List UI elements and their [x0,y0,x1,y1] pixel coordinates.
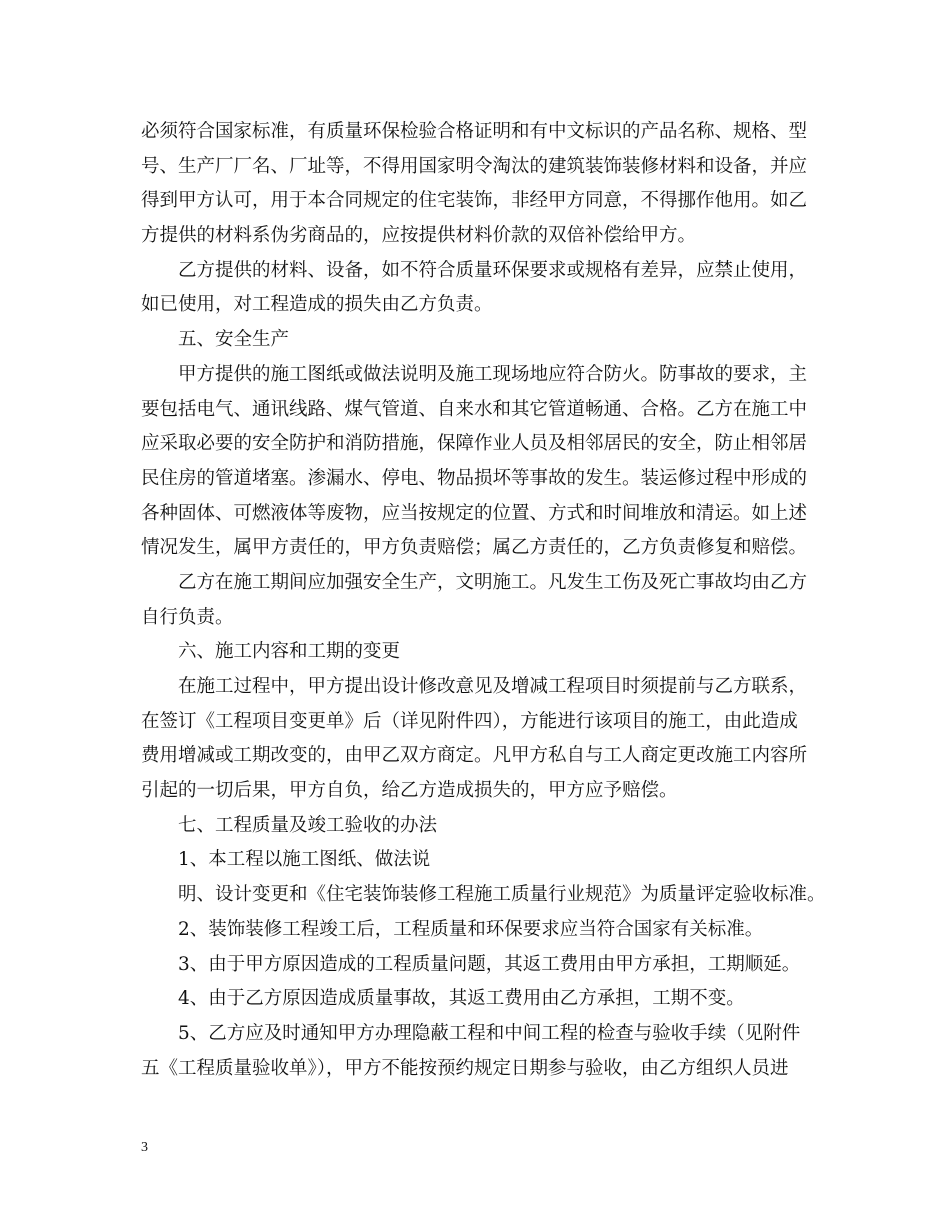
text-line: 在签订《工程项目变更单》后（详见附件四），方能进行该项目的施工，由此造成 [141,710,798,732]
text-line: 各种固体、可燃液体等废物，应当按规定的位置、方式和时间堆放和清运。如上述 [141,502,808,524]
text-line: 情况发生，属甲方责任的，甲方负责赔偿；属乙方责任的，乙方负责修复和赔偿。 [141,537,808,559]
text-line: 民住房的管道堵塞。渗漏水、停电、物品损坏等事故的发生。装运修过程中形成的 [141,467,808,489]
text-line: 5、乙方应及时通知甲方办理隐蔽工程和中间工程的检查与验收手续（见附件 [178,1022,801,1044]
page-number: 3 [141,1140,148,1155]
text-line: 4、由于乙方原因造成质量事故，其返工费用由乙方承担，工期不变。 [178,988,745,1010]
document-body [141,115,831,1086]
text-line: 得到甲方认可，用于本合同规定的住宅装饰，非经甲方同意，不得挪作他用。如乙 [141,190,808,212]
text-line: 乙方提供的材料、设备，如不符合质量环保要求或规格有差异，应禁止使用， [178,259,808,281]
text-line: 号、生产厂厂名、厂址等，不得用国家明令淘汰的建筑装饰装修材料和设备，并应 [141,155,808,177]
text-line: 乙方在施工期间应加强安全生产，文明施工。凡发生工伤及死亡事故均由乙方 [178,571,808,593]
text-line: 应采取必要的安全防护和消防措施，保障作业人员及相邻居民的安全，防止相邻居 [141,433,808,455]
text-line: 如已使用，对工程造成的损失由乙方负责。 [141,294,493,316]
text-line: 七、工程质量及竣工验收的办法 [178,814,438,836]
text-line: 2、装饰装修工程竣工后，工程质量和环保要求应当符合国家有关标准。 [178,918,764,940]
text-line: 甲方提供的施工图纸或做法说明及施工现场地应符合防火。防事故的要求，主 [178,363,808,385]
text-line: 五、安全生产 [178,329,290,351]
text-line: 明、设计变更和《住宅装饰装修工程施工质量行业规范》为质量评定验收标准。 [178,884,826,906]
text-line: 引起的一切后果，甲方自负，给乙方造成损失的，甲方应予赔偿。 [141,780,678,802]
text-line: 方提供的材料系伪劣商品的，应按提供材料价款的双倍补偿给甲方。 [141,225,697,247]
text-line: 3、由于甲方原因造成的工程质量问题，其返工费用由甲方承担，工期顺延。 [178,953,801,975]
text-line: 在施工过程中，甲方提出设计修改意见及增减工程项目时须提前与乙方联系， [178,676,808,697]
text-line: 1、本工程以施工图纸、做法说 [178,849,431,871]
text-line: 五《工程质量验收单》），甲方不能按预约规定日期参与验收，由乙方组织人员进 [141,1057,789,1079]
text-line: 自行负责。 [141,606,234,628]
text-line: 要包括电气、通讯线路、煤气管道、自来水和其它管道畅通、合格。乙方在施工中 [141,398,808,420]
text-line: 必须符合国家标准，有质量环保检验合格证明和有中文标识的产品名称、规格、型 [141,121,808,142]
text-line: 费用增减或工期改变的，由甲乙双方商定。凡甲方私自与工人商定更改施工内容所 [141,745,808,767]
text-line: 六、施工内容和工期的变更 [178,641,401,663]
